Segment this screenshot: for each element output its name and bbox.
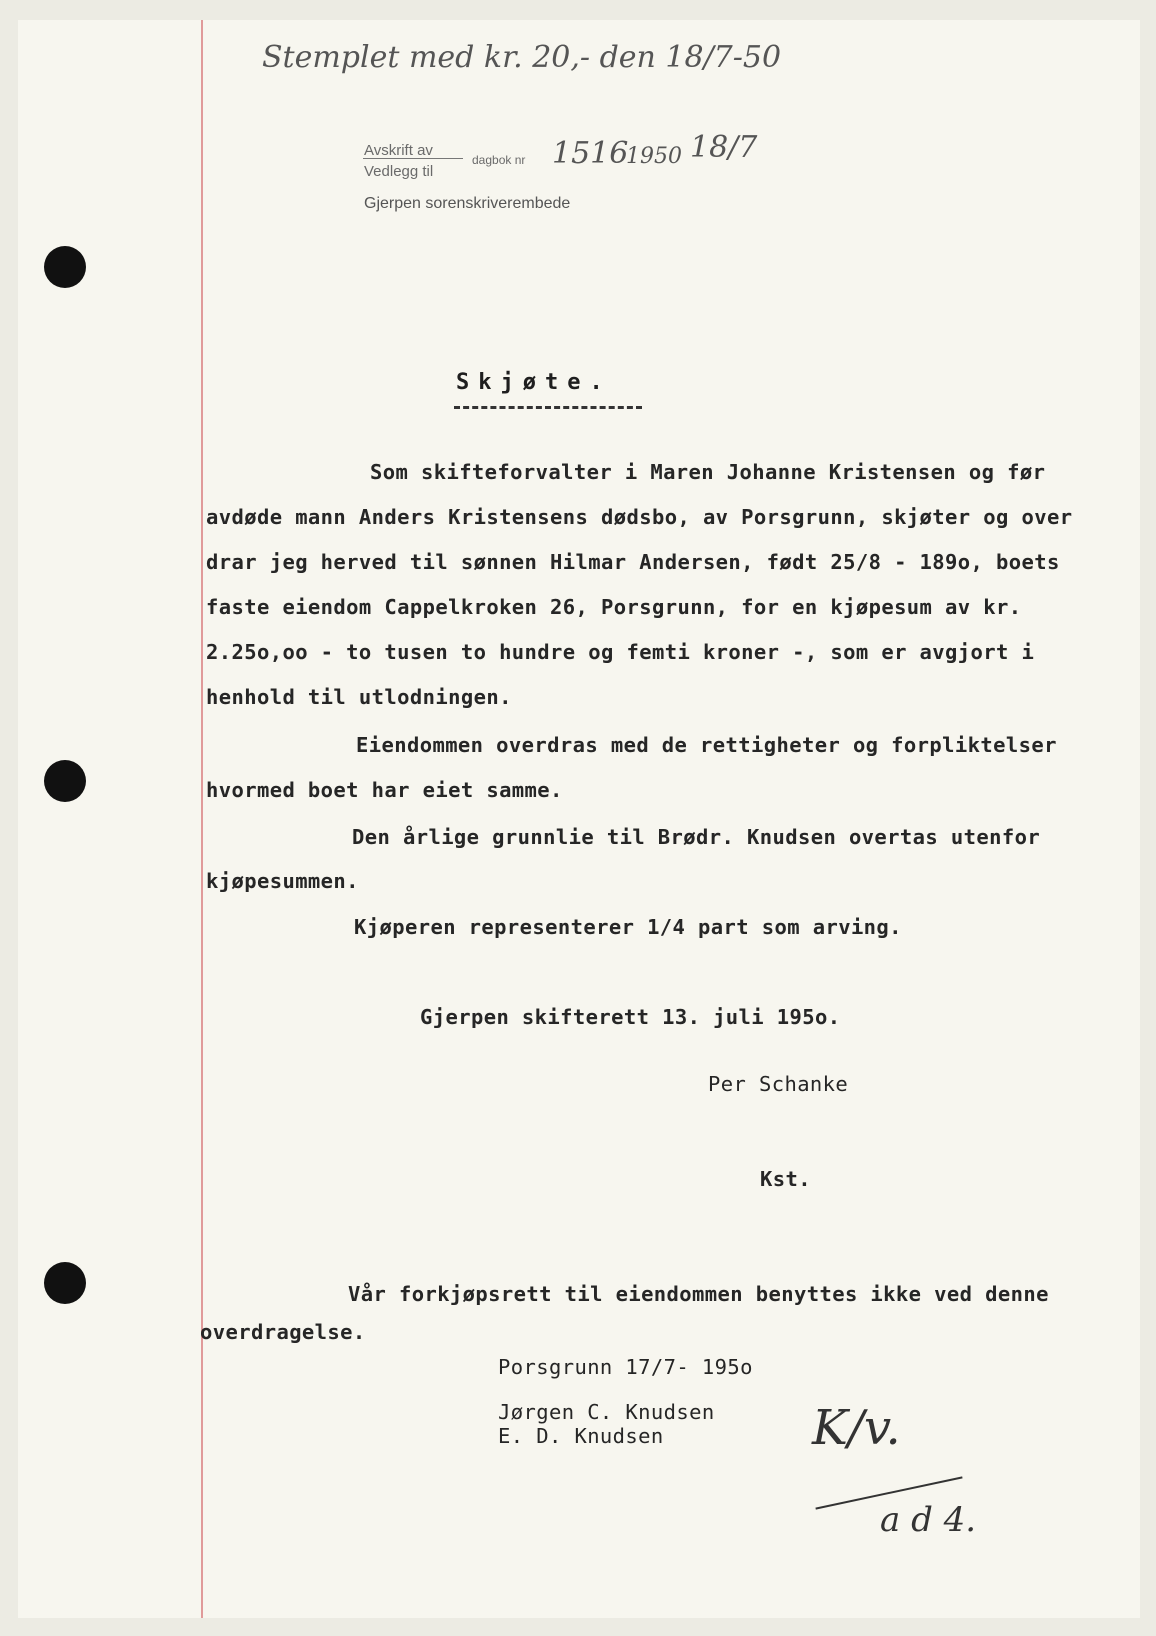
body-line: drar jeg herved til sønnen Hilmar Andersen, født 25/8 - 189o, boets	[206, 550, 1060, 574]
place-date: Gjerpen skifterett 13. juli 195o.	[420, 1005, 841, 1029]
body-line: 2.25o,oo - to tusen to hundre og femti kroner -, som er avgjort i	[206, 640, 1035, 664]
stamp-year: 1950	[626, 144, 682, 169]
stamp-dagbok-label: dagbok nr	[472, 153, 526, 167]
document-title: Skjøte.	[456, 370, 612, 395]
body-line: Kjøperen representerer 1/4 part som arving.	[354, 915, 902, 939]
title-underline	[454, 406, 642, 409]
handwritten-stamp-note: Stemplet med kr. 20,- den 18/7-50	[262, 40, 782, 75]
body-line: Den årlige grunnlie til Brødr. Knudsen overtas utenfor	[352, 825, 1041, 849]
handwritten-dagbok-number: 1516	[552, 136, 629, 171]
body-line: Eiendommen overdras med de rettigheter og forpliktelser	[356, 733, 1057, 757]
body-line: henhold til utlodningen.	[206, 685, 512, 709]
margin-line	[201, 20, 203, 1618]
body-line: hvormed boet har eiet samme.	[206, 778, 563, 802]
waiver-signer: Jørgen C. Knudsen	[498, 1400, 715, 1424]
waiver-line: Vår forkjøpsrett til eiendommen benyttes ikke ved denne	[348, 1282, 1049, 1306]
waiver-place-date: Porsgrunn 17/7- 195o	[498, 1355, 753, 1379]
handwritten-date: 18/7	[690, 130, 758, 165]
handwritten-initials-sub: a d 4.	[880, 1500, 977, 1540]
handwritten-initials: K/v.	[812, 1400, 901, 1456]
stamp-office: Gjerpen sorenskriverembede	[364, 195, 571, 212]
body-line: kjøpesummen.	[206, 869, 359, 893]
kst-mark: Kst.	[760, 1167, 811, 1191]
stamp-avskrift: Avskrift av	[364, 142, 433, 159]
punch-hole	[44, 1262, 86, 1304]
waiver-signer: E. D. Knudsen	[498, 1424, 664, 1448]
stamp-vedlegg: Vedlegg til	[364, 163, 434, 180]
stamp-rule	[363, 158, 463, 159]
waiver-line: overdragelse.	[200, 1320, 366, 1344]
signer-name: Per Schanke	[708, 1072, 849, 1096]
body-line: faste eiendom Cappelkroken 26, Porsgrunn, for en kjøpesum av kr.	[206, 595, 1022, 619]
punch-hole	[44, 760, 86, 802]
body-line: avdøde mann Anders Kristensens dødsbo, av Porsgrunn, skjøter og over	[206, 505, 1073, 529]
body-line: Som skifteforvalter i Maren Johanne Kristensen og før	[370, 460, 1046, 484]
punch-hole	[44, 246, 86, 288]
